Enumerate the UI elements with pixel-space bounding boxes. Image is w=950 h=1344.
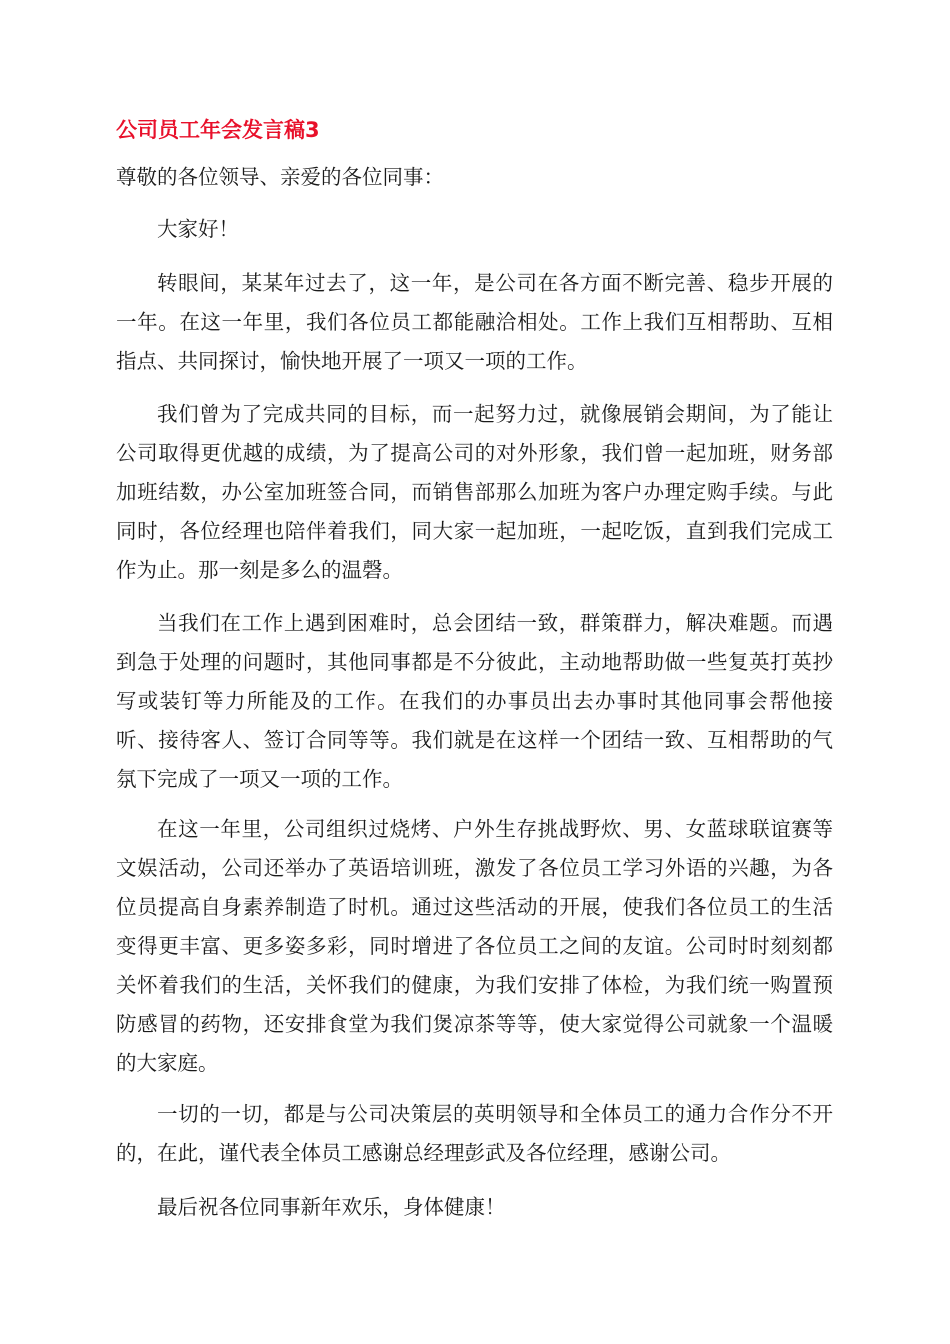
greeting-line: 尊敬的各位领导、亲爱的各位同事： [116, 165, 444, 189]
paragraph-1: 大家好！ [157, 217, 239, 241]
document-title: 公司员工年会发言稿3 [116, 118, 320, 142]
paragraph-4: 当我们在工作上遇到困难时，总会团结一致，群策群力，解决难题。而遇到急于处理的问题时，其他同事都是不分彼此，主动地帮助做一些复英打英抄写或装钉等力所能及的工作。在我们的办事员出去办事时其他同事会帮他接听、接待客人、签订合同等等。我们就是在这样一个团结一致、互相帮助的气氛下完成了一项又一项的工作。 [116, 611, 833, 791]
paragraph-3: 我们曾为了完成共同的目标，而一起努力过，就像展销会期间，为了能让公司取得更优越的成绩，为了提高公司的对外形象，我们曾一起加班，财务部加班结数，办公室加班签合同，而销售部那么加班为客户办理定购手续。与此同时，各位经理也陪伴着我们，同大家一起加班，一起吃饭，直到我们完成工作为止。那一刻是多么的温磬。 [116, 402, 833, 582]
paragraph-7: 最后祝各位同事新年欢乐，身体健康！ [157, 1195, 506, 1219]
paragraph-5: 在这一年里，公司组织过烧烤、户外生存挑战野炊、男、女蓝球联谊赛等文娱活动，公司还举办了英语培训班，激发了各位员工学习外语的兴趣，为各位员提高自身素养制造了时机。通过这些活动的开展，使我们各位员工的生活变得更丰富、更多姿多彩，同时增进了各位员工之间的友谊。公司时时刻刻都关怀着我们的生活，关怀我们的健康，为我们安排了体检，为我们统一购置预防感冒的药物，还安排食堂为我们煲凉茶等等，使大家觉得公司就象一个温暖的大家庭。 [116, 817, 833, 1075]
paragraph-6: 一切的一切，都是与公司决策层的英明领导和全体员工的通力合作分不开的，在此，谨代表全体员工感谢总经理彭武及各位经理，感谢公司。 [116, 1102, 833, 1165]
paragraph-2: 转眼间，某某年过去了，这一年，是公司在各方面不断完善、稳步开展的一年。在这一年里，我们各位员工都能融洽相处。工作上我们互相帮助、互相指点、共同探讨，愉快地开展了一项又一项的工作。 [116, 271, 833, 373]
